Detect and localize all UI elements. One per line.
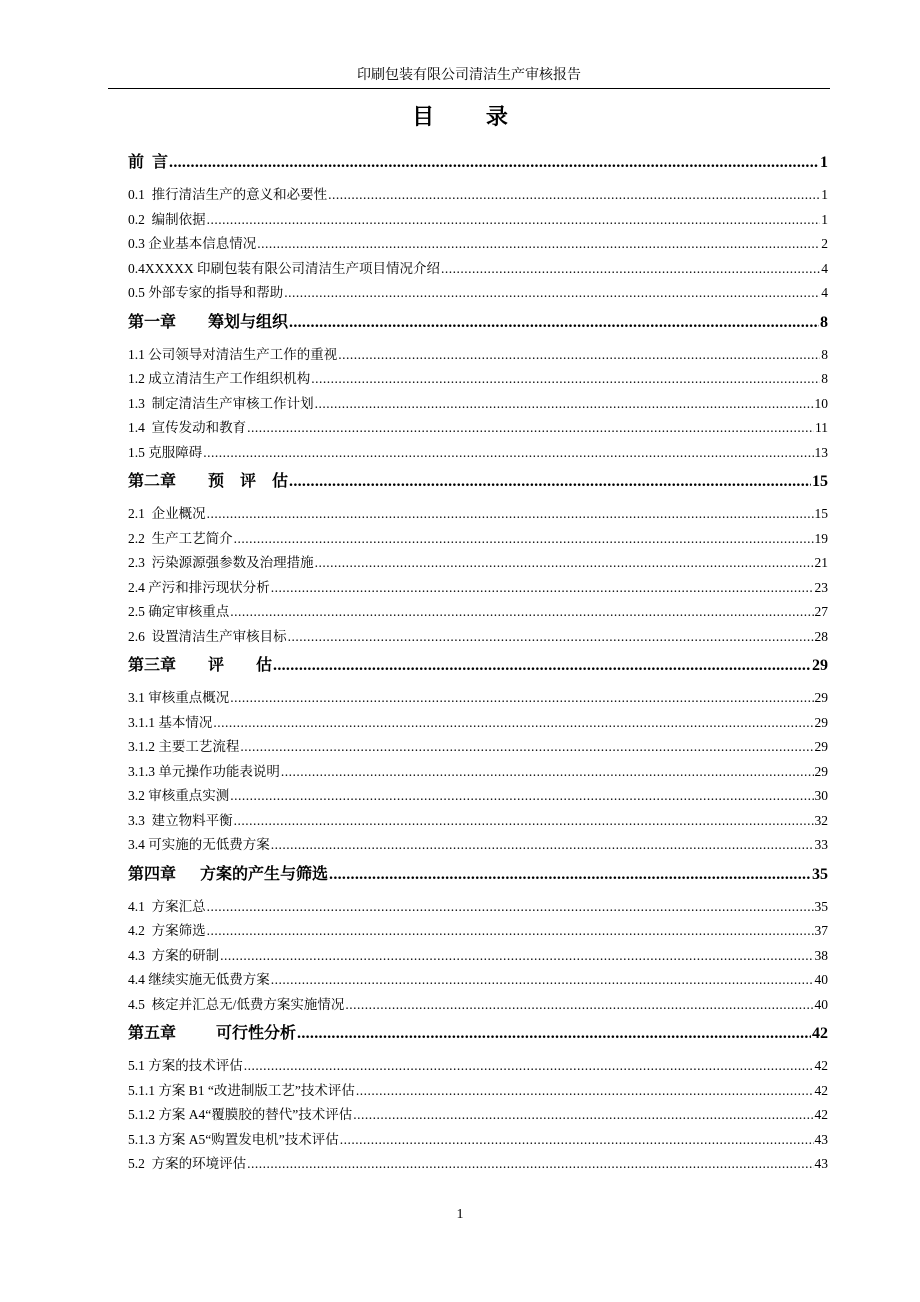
toc-entry-label: 4.2 方案筛选 xyxy=(128,923,206,938)
toc-entry-page: 8 xyxy=(821,371,828,386)
toc-entry-page: 15 xyxy=(812,473,828,490)
toc-dot-leader xyxy=(247,416,814,441)
toc-dot-leader xyxy=(315,392,814,417)
toc-dot-leader xyxy=(311,367,820,392)
toc-section-entry[interactable] xyxy=(128,392,828,417)
toc-dot-leader xyxy=(234,809,814,834)
toc-entry-label: 第二章 预 评 估 xyxy=(128,473,289,490)
toc-dot-leader xyxy=(230,784,813,809)
toc-section-entry[interactable] xyxy=(128,1054,828,1079)
toc-dot-leader xyxy=(207,502,814,527)
toc-section-entry[interactable] xyxy=(128,711,828,736)
toc-entry-page: 1 xyxy=(821,211,828,227)
toc-entry-page: 1 xyxy=(820,154,828,171)
toc-section-entry[interactable] xyxy=(128,502,828,527)
toc-dot-leader xyxy=(203,441,813,466)
toc-chapter-entry[interactable] xyxy=(128,1022,828,1046)
toc-entry-label: 3.4 可实施的无低费方案 xyxy=(128,837,270,852)
toc-section-entry[interactable] xyxy=(128,1128,828,1153)
toc-section-entry[interactable] xyxy=(128,600,828,625)
toc-entry-page: 42 xyxy=(814,1107,828,1122)
toc-dot-leader xyxy=(273,654,811,678)
toc-section-entry[interactable] xyxy=(128,551,828,576)
toc-entry-label: 第三章 评 估 xyxy=(128,657,273,674)
toc-entry-label: 0.1 推行清洁生产的意义和必要性 xyxy=(128,187,328,202)
toc-dot-leader xyxy=(271,576,814,601)
toc-dot-leader xyxy=(244,1054,814,1079)
toc-dot-leader xyxy=(353,1103,813,1128)
toc-entry-page: 8 xyxy=(821,346,828,362)
toc-dot-leader xyxy=(289,311,819,335)
toc-dot-leader xyxy=(441,257,820,282)
toc-entry-page: 11 xyxy=(815,420,828,435)
toc-entry-label: 4.1 方案汇总 xyxy=(128,898,206,914)
toc-entry-page: 4 xyxy=(821,285,828,300)
toc-entry-page: 40 xyxy=(814,972,828,987)
toc-dot-leader xyxy=(230,600,813,625)
toc-dot-leader xyxy=(329,863,811,887)
toc-section-entry[interactable] xyxy=(128,367,828,392)
header-rule xyxy=(108,88,830,89)
toc-entry-label: 第四章 方案的产生与筛选 xyxy=(128,865,329,883)
toc-entry-page: 4 xyxy=(821,260,828,276)
toc-dot-leader xyxy=(315,551,814,576)
toc-entry-label: 4.4 继续实施无低费方案 xyxy=(128,972,270,987)
toc-section-entry[interactable] xyxy=(128,208,828,233)
toc-entry-page: 35 xyxy=(812,865,828,883)
toc-entry-label: 0.5 外部专家的指导和帮助 xyxy=(128,285,284,300)
toc-section-entry[interactable] xyxy=(128,343,828,368)
toc-entry-page: 29 xyxy=(814,714,828,730)
toc-section-entry[interactable] xyxy=(128,1103,828,1128)
toc-entry-label: 0.4XXXXX 印刷包装有限公司清洁生产项目情况介绍 xyxy=(128,260,440,276)
toc-entry-page: 10 xyxy=(814,395,828,411)
toc-section-entry[interactable] xyxy=(128,944,828,969)
toc-entry-page: 15 xyxy=(814,506,828,521)
toc-entry-page: 38 xyxy=(814,947,828,963)
toc-entry-label: 2.5 确定审核重点 xyxy=(128,604,230,619)
toc-dot-leader xyxy=(213,711,813,736)
toc-dot-leader xyxy=(328,183,820,208)
toc-dot-leader xyxy=(356,1079,814,1104)
toc-entry-label: 3.2 审核重点实测 xyxy=(128,788,230,803)
toc-section-entry[interactable] xyxy=(128,625,828,650)
toc-entry-label: 0.2 编制依据 xyxy=(128,211,206,227)
page-number: 1 xyxy=(456,1207,464,1222)
toc-entry-label: 4.5 核定并汇总无/低费方案实施情况 xyxy=(128,996,345,1012)
toc-entry-label: 第一章 筹划与组织 xyxy=(128,313,289,331)
toc-entry-page: 2 xyxy=(821,236,828,251)
table-of-contents xyxy=(128,146,828,1177)
toc-dot-leader xyxy=(169,151,819,175)
toc-dot-leader xyxy=(281,760,814,785)
toc-chapter-entry[interactable] xyxy=(128,470,828,494)
toc-entry-page: 43 xyxy=(814,1131,828,1147)
toc-section-entry[interactable] xyxy=(128,809,828,834)
toc-entry-label: 1.2 成立清洁生产工作组织机构 xyxy=(128,371,311,386)
toc-entry-page: 42 xyxy=(812,1025,828,1042)
toc-chapter-entry[interactable] xyxy=(128,151,828,175)
toc-section-entry[interactable] xyxy=(128,686,828,711)
toc-section-entry[interactable] xyxy=(128,1079,828,1104)
toc-entry-label: 3.1.3 单元操作功能表说明 xyxy=(128,763,280,779)
toc-dot-leader xyxy=(247,1152,813,1177)
toc-dot-leader xyxy=(230,686,813,711)
running-header: 印刷包装有限公司清洁生产审核报告 xyxy=(357,67,581,83)
toc-entry-label: 5.1 方案的技术评估 xyxy=(128,1058,243,1073)
toc-section-entry[interactable] xyxy=(128,257,828,282)
toc-section-entry[interactable] xyxy=(128,527,828,552)
toc-dot-leader xyxy=(288,625,814,650)
toc-entry-label: 5.1.3 方案 A5“购置发电机”技术评估 xyxy=(128,1131,339,1147)
toc-dot-leader xyxy=(257,232,820,257)
toc-entry-label: 1.3 制定清洁生产审核工作计划 xyxy=(128,395,314,411)
toc-entry-label: 3.1 审核重点概况 xyxy=(128,690,230,705)
toc-entry-page: 37 xyxy=(814,923,828,938)
toc-entry-label: 0.3 企业基本信息情况 xyxy=(128,236,257,251)
toc-section-entry[interactable] xyxy=(128,1152,828,1177)
toc-entry-label: 前 言 xyxy=(128,154,169,171)
toc-dot-leader xyxy=(284,281,820,306)
toc-entry-page: 32 xyxy=(814,812,828,828)
toc-entry-page: 13 xyxy=(814,444,828,460)
toc-entry-label: 第五章 可行性分析 xyxy=(128,1025,297,1042)
toc-dot-leader xyxy=(207,919,814,944)
toc-entry-label: 1.5 克服障碍 xyxy=(128,444,203,460)
toc-section-entry[interactable] xyxy=(128,919,828,944)
toc-entry-page: 42 xyxy=(814,1058,828,1073)
toc-entry-page: 35 xyxy=(814,898,828,914)
toc-entry-label: 4.3 方案的研制 xyxy=(128,947,220,963)
toc-chapter-entry[interactable] xyxy=(128,311,828,335)
toc-entry-page: 21 xyxy=(814,555,828,570)
toc-dot-leader xyxy=(234,527,814,552)
toc-section-entry[interactable] xyxy=(128,232,828,257)
toc-entry-label: 5.2 方案的环境评估 xyxy=(128,1156,247,1171)
toc-entry-page: 42 xyxy=(814,1082,828,1098)
toc-entry-page: 40 xyxy=(814,996,828,1012)
toc-entry-label: 5.1.2 方案 A4“覆膜胶的替代”技术评估 xyxy=(128,1107,353,1122)
toc-section-entry[interactable] xyxy=(128,441,828,466)
toc-section-entry[interactable] xyxy=(128,895,828,920)
toc-section-entry[interactable] xyxy=(128,735,828,760)
toc-section-entry[interactable] xyxy=(128,183,828,208)
toc-entry-label: 2.2 生产工艺简介 xyxy=(128,530,233,546)
toc-entry-page: 43 xyxy=(814,1156,828,1171)
toc-dot-leader xyxy=(289,470,811,494)
toc-dot-leader xyxy=(297,1022,811,1046)
toc-entry-label: 1.4 宣传发动和教育 xyxy=(128,420,247,435)
toc-section-entry[interactable] xyxy=(128,760,828,785)
toc-entry-page: 8 xyxy=(820,313,828,331)
toc-dot-leader xyxy=(240,735,813,760)
toc-entry-page: 23 xyxy=(814,579,828,595)
toc-dot-leader xyxy=(271,833,814,858)
toc-entry-label: 3.1.1 基本情况 xyxy=(128,714,213,730)
toc-entry-label: 2.6 设置清洁生产审核目标 xyxy=(128,628,287,644)
toc-section-entry[interactable] xyxy=(128,968,828,993)
toc-entry-label: 5.1.1 方案 B1 “改进制版工艺”技术评估 xyxy=(128,1082,355,1098)
toc-section-entry[interactable] xyxy=(128,833,828,858)
toc-entry-label: 2.1 企业概况 xyxy=(128,506,206,521)
toc-entry-label: 1.1 公司领导对清洁生产工作的重视 xyxy=(128,346,338,362)
toc-entry-label: 3.1.2 主要工艺流程 xyxy=(128,739,240,754)
toc-entry-page: 19 xyxy=(814,530,828,546)
toc-entry-page: 33 xyxy=(814,837,828,852)
toc-entry-label: 2.3 污染源源强参数及治理措施 xyxy=(128,555,314,570)
toc-dot-leader xyxy=(345,993,813,1018)
toc-dot-leader xyxy=(340,1128,814,1153)
toc-entry-page: 1 xyxy=(821,187,828,202)
toc-chapter-entry[interactable] xyxy=(128,654,828,678)
toc-section-entry[interactable] xyxy=(128,576,828,601)
toc-entry-page: 30 xyxy=(814,788,828,803)
toc-entry-page: 28 xyxy=(814,628,828,644)
toc-dot-leader xyxy=(338,343,820,368)
toc-entry-page: 29 xyxy=(814,763,828,779)
toc-entry-page: 29 xyxy=(814,739,828,754)
toc-dot-leader xyxy=(220,944,813,969)
toc-dot-leader xyxy=(207,208,821,233)
toc-entry-page: 27 xyxy=(814,604,828,619)
toc-section-entry[interactable] xyxy=(128,993,828,1018)
toc-dot-leader xyxy=(207,895,814,920)
toc-section-entry[interactable] xyxy=(128,784,828,809)
toc-chapter-entry[interactable] xyxy=(128,863,828,887)
toc-section-entry[interactable] xyxy=(128,281,828,306)
toc-entry-page: 29 xyxy=(814,690,828,705)
toc-entry-label: 3.3 建立物料平衡 xyxy=(128,812,233,828)
toc-title: 目 录 xyxy=(412,105,530,130)
toc-entry-page: 29 xyxy=(812,657,828,674)
toc-section-entry[interactable] xyxy=(128,416,828,441)
toc-entry-label: 2.4 产污和排污现状分析 xyxy=(128,579,270,595)
toc-dot-leader xyxy=(271,968,814,993)
